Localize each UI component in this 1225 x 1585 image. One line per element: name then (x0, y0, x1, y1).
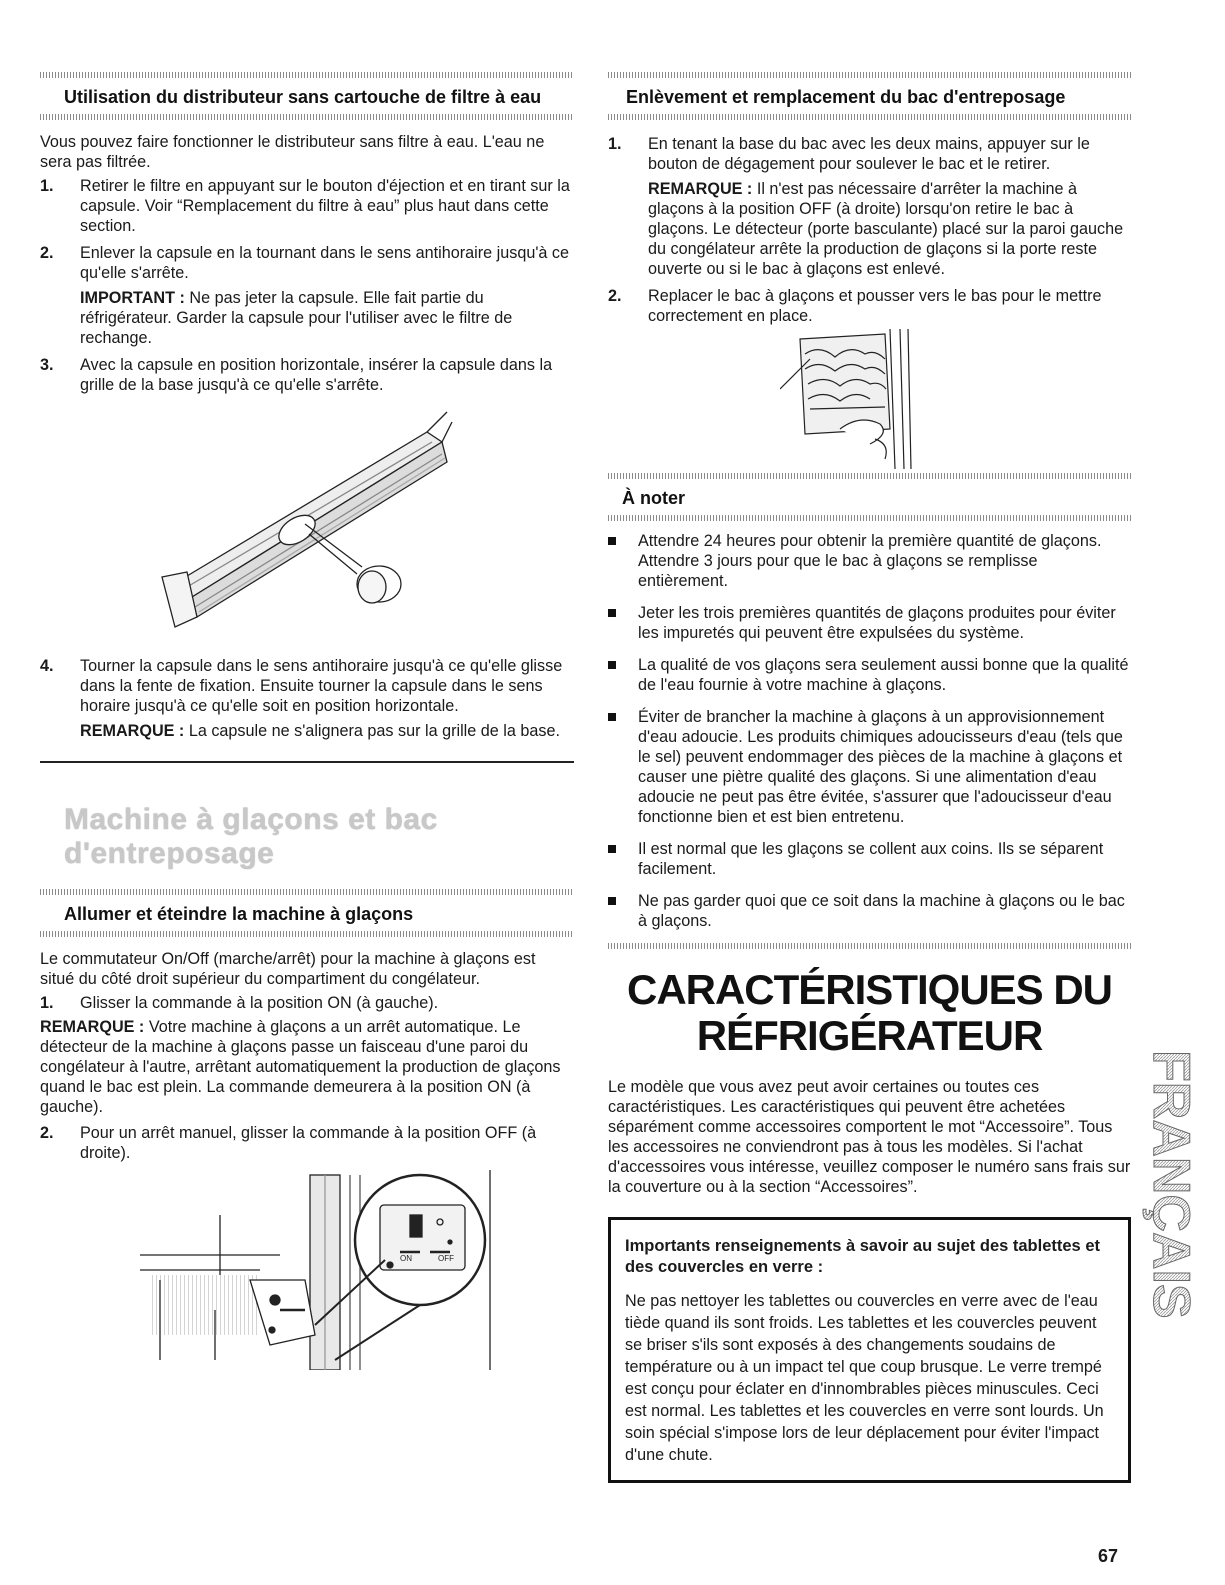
section-header-notes (608, 479, 1131, 515)
chapter-banner: Machine à glaçons et bac d'entreposage (64, 803, 438, 870)
step-item: 2. Pour un arrêt manuel, glisser la commande à la position OFF (à droite). (40, 1124, 537, 1162)
intro-text: Le commutateur On/Off (marche/arrêt) pour la machine à glaçons est situé du côté droit supérieur du compartiment du congélateur. (40, 950, 536, 988)
ice-bin-illustration (780, 329, 960, 469)
page-number: 67 (1098, 1546, 1119, 1566)
section-divider (40, 931, 574, 937)
section-title: Utilisation du distributeur sans cartouche de filtre à eau (64, 87, 542, 107)
remarque-note: REMARQUE : Il n'est pas nécessaire d'arrêter la machine à glaçons à la position OFF (à droite) lorsqu'on retire le bac à glaçons. Le détecteur (porte basculante) placé sur la paroi gauche du congélateur arrête la production de glaçons si la porte reste ouverte ou si le bac à glaçons est enlevé. (648, 180, 1124, 278)
step-item: 2. Replacer le bac à glaçons et pousser vers le bas pour le mettre correctement en place. (608, 287, 1102, 325)
list-item: Attendre 24 heures pour obtenir la première quantité de glaçons. Attendre 3 jours pour que le bac à glaçons se remplisse entièrement. (608, 531, 1131, 591)
section-divider (40, 114, 574, 120)
section-header-icemaker (40, 895, 574, 931)
icemaker-steps-cont (40, 1123, 574, 1163)
list-item: Ne pas garder quoi que ce soit dans la machine à glaçons ou le bac à glaçons. (608, 891, 1131, 931)
intro-text: Vous pouvez faire fonctionner le distributeur sans filtre à eau. L'eau ne sera pas filtrée. (40, 133, 545, 171)
filter-cap-illustration (157, 402, 457, 642)
filter-steps-cont (40, 656, 574, 741)
page-title: CARACTÉRISTIQUES DU RÉFRIGÉRATEUR (626, 966, 1113, 1059)
switch-on-label: ON (400, 1254, 412, 1263)
section-title: Enlèvement et remplacement du bac d'entreposage (626, 87, 1066, 107)
section-header-filter (40, 78, 574, 114)
filter-steps (40, 176, 574, 395)
switch-off-label: OFF (438, 1254, 454, 1263)
remarque-note: REMARQUE : La capsule ne s'alignera pas sur la grille de la base. (80, 722, 560, 740)
language-side-tab (1142, 1050, 1202, 1350)
features-intro: Le modèle que vous avez peut avoir certaines ou toutes ces caractéristiques. Les caractéristiques qui peuvent être achetées séparément comme accessoires comportent le mot “Accessoire”. Tous les accessoires ne conviendront pas à tous les modèles. Si l'achat d'accessoires vous intéresse, veuillez composer le numéro sans frais sur la couverture ou à la section “Accessoires”. (608, 1078, 1131, 1196)
section-title: Allumer et éteindre la machine à glaçons (64, 904, 414, 924)
remarque-note: REMARQUE : Votre machine à glaçons a un arrêt automatique. Le détecteur de la machine à glaçons passe un faisceau d'une paroi du congélateur à l'autre, arrêtant automatiquement la production de glaçons quand le bac est plein. La commande demeurera à la position ON (à gauche). (40, 1018, 561, 1116)
section-divider (608, 515, 1131, 521)
bin-steps (608, 134, 1131, 326)
step-item: 1. Retirer le filtre en appuyant sur le bouton d'éjection et en tirant sur la capsule. Voir “Remplacement du filtre à eau” plus haut dans cette section. (40, 177, 570, 235)
list-item: Éviter de brancher la machine à glaçons à un approvisionnement d'eau adoucie. Les produits chimiques adoucisseurs d'eau (tels que le sel) peuvent endommager des pièces de la machine à glaçons et causer une piètre qualité des glaçons. Si une alimentation d'eau adoucie ne peut pas être évitée, s'assurer que l'adoucisseur d'eau fonctionne bien et est bien entretenu. (608, 707, 1131, 827)
step-item: 1. Glisser la commande à la position ON (à gauche). (40, 994, 439, 1012)
list-item: Jeter les trois premières quantités de glaçons produites pour éviter les impuretés qui peuvent être expulsées du système. (608, 603, 1131, 643)
list-item: La qualité de vos glaçons sera seulement aussi bonne que la qualité de l'eau fournie à votre machine à glaçons. (608, 655, 1131, 695)
step-item: 3. Avec la capsule en position horizontale, insérer la capsule dans la grille de la base jusqu'à ce qu'elle s'arrête. (40, 356, 553, 394)
section-title: À noter (622, 488, 685, 508)
right-column (608, 72, 1131, 1483)
section-divider (608, 114, 1131, 120)
notes-list (608, 531, 1131, 931)
icemaker-steps (40, 993, 574, 1013)
warning-title: Importants renseignements à savoir au sujet des tablettes et des couvercles en verre : (625, 1237, 1100, 1276)
warning-text: Ne pas nettoyer les tablettes ou couvercles en verre avec de l'eau tiède quand ils sont froids. Les tablettes et les couvercles peuvent se briser s'ils sont exposés à des changements soudains de température ou à un impact tel que coup brusque. Le verre trempé est conçu pour éclater en d'innombrables pièces minuscules. Ceci est normal. Les tablettes et les couvercles en verre sont lourds. Un soin spécial s'impose lors de leur déplacement pour éviter l'impact d'une chute. (625, 1292, 1104, 1464)
glass-warning-box (608, 1217, 1131, 1483)
section-rule (40, 761, 574, 763)
step-item: 1. En tenant la base du bac avec les deux mains, appuyer sur le bouton de dégagement pour soulever le bac et le retirer. REMARQUE : Il n'est pas nécessaire d'arrêter la machine à glaçons à la position OFF (à droite) lorsqu'on retire le bac à glaçons. Le détecteur (porte basculante) placé sur la paroi gauche du congélateur arrête la production de glaçons si la porte reste ouverte ou si le bac à glaçons est enlevé. (608, 134, 1131, 279)
left-column (40, 72, 574, 1370)
important-note: IMPORTANT : Ne pas jeter la capsule. Elle fait partie du réfrigérateur. Garder la capsule pour l'utiliser avec le filtre de rechange. (80, 289, 513, 347)
section-divider (608, 943, 1131, 949)
section-header-bin (608, 78, 1131, 114)
side-tab-label: FRANÇAIS (1142, 1050, 1200, 1319)
list-item: Il est normal que les glaçons se collent aux coins. Ils se séparent facilement. (608, 839, 1131, 879)
step-item: 4. Tourner la capsule dans le sens antihoraire jusqu'à ce qu'elle glisse dans la fente de fixation. Ensuite tourner la capsule dans le sens horaire jusqu'à ce qu'elle soit en position horizontale. REMARQUE : La capsule ne s'alignera pas sur la grille de la base. (40, 656, 574, 741)
step-item: 2. Enlever la capsule en la tournant dans le sens antihoraire jusqu'à ce qu'elle s'arrête. IMPORTANT : Ne pas jeter la capsule. Elle fait partie du réfrigérateur. Garder la capsule pour l'utiliser avec le filtre de rechange. (40, 243, 574, 348)
icemaker-switch-illustration (120, 1170, 520, 1370)
